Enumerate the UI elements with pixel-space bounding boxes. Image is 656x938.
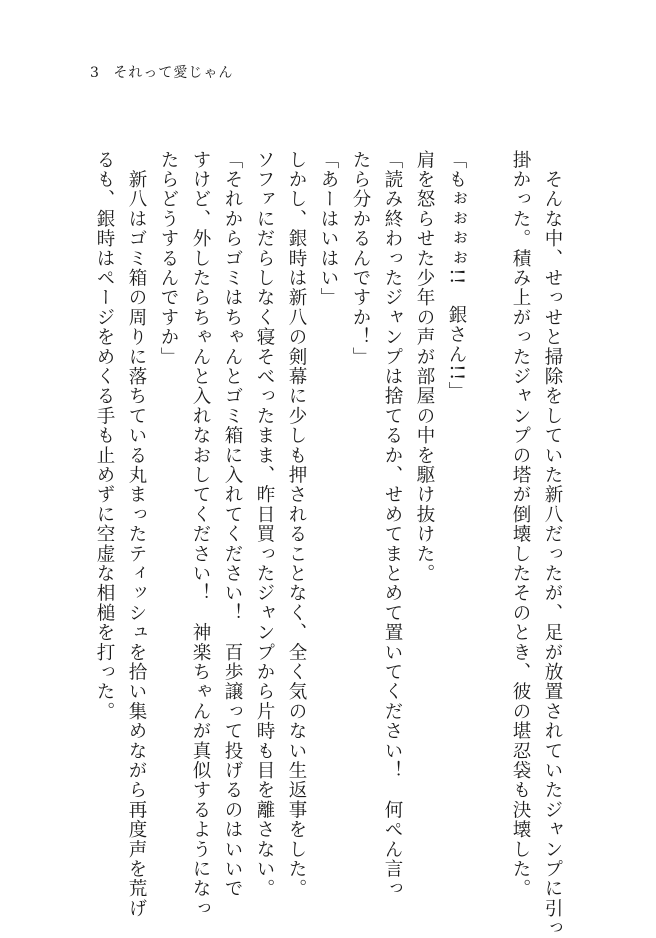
- blank-line: [472, 150, 504, 830]
- text-line: 肩を怒らせた少年の声が部屋の中を駆け抜けた。: [414, 150, 435, 584]
- text-line: 「あーはいはい」: [318, 150, 339, 308]
- page-number: 3: [90, 65, 100, 81]
- chapter-title: それって愛じゃん: [113, 65, 234, 81]
- text-line: 「読み終わったジャンプは捨てるか、せめてまとめて置いてください！ 何ぺん言っ: [382, 150, 403, 899]
- text-line: しかし、銀時は新八の剣幕に少しも押されることなく、全く気のない生返事をした。: [286, 150, 307, 899]
- page-header: [90, 62, 233, 82]
- text-line: たら分かるんですか！」: [350, 150, 371, 367]
- body-text: [88, 150, 568, 938]
- text-line: 「もぉぉぉぉ!! 銀さん!!」: [446, 150, 467, 402]
- text-line: すけど、外したらちゃんと入れなおしてください！ 神楽ちゃんが真似するようになっ: [190, 150, 211, 919]
- text-line: るも、銀時はページをめくる手も止めずに空虚な相槌を打った。: [94, 150, 115, 722]
- text-line: 新八はゴミ箱の周りに落ちている丸まったティッシュを拾い集めながら再度声を荒げ: [126, 150, 147, 919]
- text-line: ソファにだらしなく寝そべったまま、昨日買ったジャンプから片時も目を離さない。: [254, 150, 275, 899]
- text-line: 「それからゴミはちゃんとゴミ箱に入れてください！ 百歩譲って投げるのはいいで: [222, 150, 243, 899]
- text-line: 掛かった。積み上がったジャンプの塔が倒壊したそのとき、彼の堪忍袋も決壊した。: [510, 150, 531, 899]
- text-line: たらどうするんですか」: [158, 150, 179, 367]
- text-line: そんな中、せっせと掃除をしていた新八だったが、足が放置されていたジャンプに引っ: [542, 150, 563, 938]
